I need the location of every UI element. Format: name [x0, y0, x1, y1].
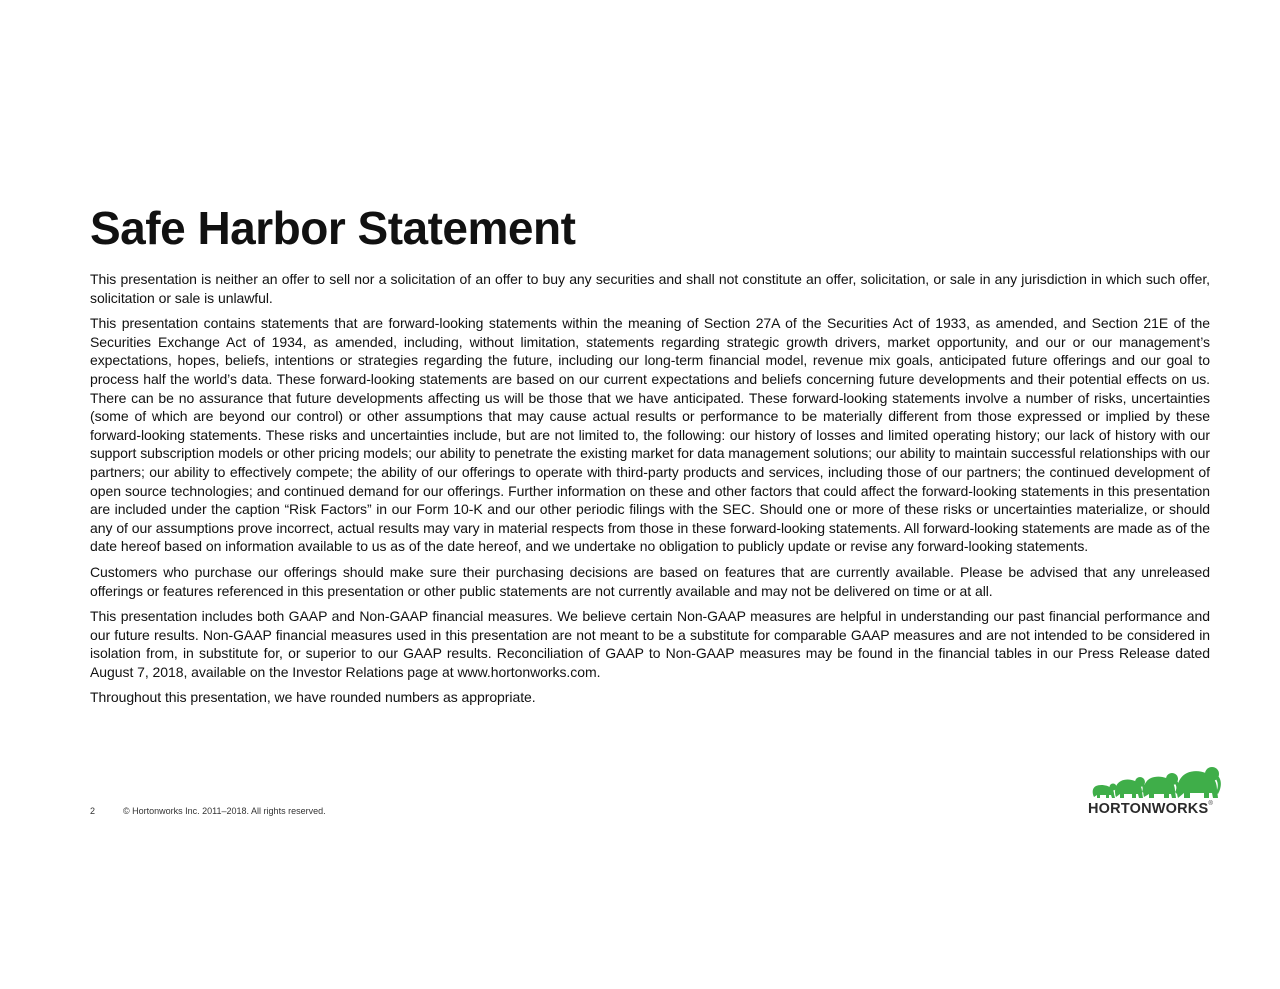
disclaimer-paragraph-rounding: Throughout this presentation, we have rounded numbers as appropriate.	[90, 689, 536, 706]
elephants-icon	[1086, 767, 1226, 801]
disclaimer-paragraph-forward-looking: This presentation contains statements that are forward-looking statements within the meaning of Section 27A of the Securities Act of 1933, as amended, and Section 21E of the Securities Exchange Act of 1934, as amended, including, without limitation, statements regarding strategic growth drivers, market opportunity, and our or our management’s expectations, hopes, beliefs, intentions or strategies regarding the future, including our long-term financial model, revenue mix goals, anticipated future offerings and our goal to process half the world’s data. These forward-looking statements are based on our current expectations and beliefs concerning future developments and their potential effects on us. There can be no assurance that future developments affecting us will be those that we have anticipated. These forward-looking statements involve a number of risks, uncertainties (some of which are beyond our control) or other assumptions that may cause actual results or performance to be materially different from those expressed or implied by these forward-looking statements. These risks and uncertainties include, but are not limited to, the following: our history of losses and limited operating history; our lack of history with our support subscription models or other pricing models; our ability to penetrate the existing market for data management solutions; our ability to maintain successful relationships with our partners; our ability to effectively compete; the ability of our offerings to operate with third-party products and services, including those of our partners; the continued development of open source technologies; and continued demand for our offerings. Further information on these and other factors that could affect the forward-looking statements in this presentation are included under the caption “Risk Factors” in our Form 10-K and our other periodic filings with the SEC. Should one or more of these risks or uncertainties materialize, or should any of our assumptions prove incorrect, actual results may vary in material respects from those in these forward-looking statements. All forward-looking statements are made as of the date hereof based on information available to us as of the date hereof, and we undertake no obligation to publicly update or revise any forward-looking statements.	[90, 315, 1210, 555]
registered-mark: ®	[1208, 801, 1213, 807]
hortonworks-logo	[1086, 767, 1226, 821]
slide-body	[90, 270, 1210, 714]
slide-footer	[90, 806, 326, 816]
copyright-notice: © Hortonworks Inc. 2011–2018. All rights reserved.	[123, 806, 326, 816]
disclaimer-paragraph-offerings: Customers who purchase our offerings should make sure their purchasing decisions are based on features that are currently available. Please be advised that any unreleased offerings or features referenced in this presentation or other public statements are not currently available and may not be delivered on time or at all.	[90, 563, 1210, 599]
logo-wordmark	[1088, 801, 1213, 817]
page-number: 2	[90, 806, 96, 816]
logo-wordmark-text: HORTONWORKS	[1088, 801, 1209, 817]
slide-title: Safe Harbor Statement	[90, 202, 576, 254]
disclaimer-paragraph-offer: This presentation is neither an offer to sell nor a solicitation of an offer to buy any securities and shall not constitute an offer, solicitation, or sale in any jurisdiction in which such offer, solicitation or sale is unlawful.	[90, 271, 1210, 306]
disclaimer-paragraph-gaap: This presentation includes both GAAP and Non-GAAP financial measures. We believe certain Non-GAAP measures are helpful in understanding our past financial performance and our future results. Non-GAAP financial measures used in this presentation are not meant to be a substitute for comparable GAAP measures and are not intended to be considered in isolation from, in substitute for, or superior to our GAAP results. Reconciliation of GAAP to Non-GAAP measures may be found in the financial tables in our Press Release dated August 7, 2018, available on the Investor Relations page at www.hortonworks.com.	[90, 608, 1210, 680]
